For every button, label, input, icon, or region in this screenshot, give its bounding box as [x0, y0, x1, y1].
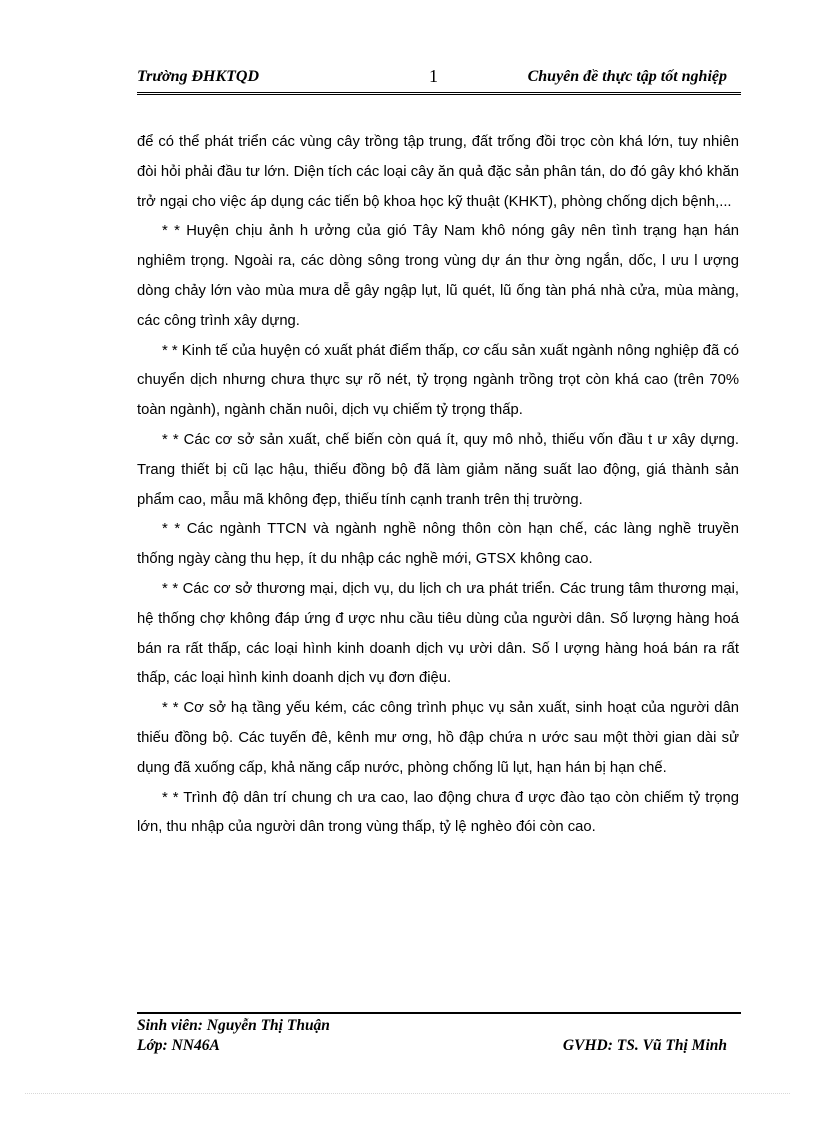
paragraph-bullet: * * Kinh tế của huyện có xuất phát điểm thấp, cơ cấu sản xuất ngành nông nghiệp đã có chuyển dịch nhưng chưa thực sự rõ nét, tỷ trọng ngành trồng trọt còn khá cao (trên 70% toàn ngành), ngành chăn nuôi, dịch vụ chiếm tỷ trọng thấp. — [137, 342, 739, 419]
header-school: Trường ĐHKTQD — [137, 68, 260, 85]
footer-class: Lớp: NN46A — [137, 1037, 220, 1054]
paragraph-bullet: * * Các ngành TTCN và ngành nghề nông thôn còn hạn chế, các làng nghề truyền thống ngày càng thu hẹp, ít du nhập các nghề mới, GTSX không cao. — [137, 521, 739, 568]
paragraph-bullet: * * Cơ sở hạ tầng yếu kém, các công trình phục vụ sản xuất, sinh hoạt của người dân thiếu đồng bộ. Các tuyến đê, kênh mư ơng, hồ đập chứa n ước sau một thời gian dài sử dụng đã xuống cấp, khả năng cấp nước, phòng chống lũ lụt, hạn hán bị hạn chế. — [137, 700, 739, 776]
page-bottom-divider — [25, 1093, 790, 1094]
page-footer — [137, 1012, 741, 1054]
paragraph-bullet: * * Các cơ sở sản xuất, chế biến còn quá ít, quy mô nhỏ, thiếu vốn đầu t ư xây dựng. Trang thiết bị cũ lạc hậu, thiếu đồng bộ đã làm giảm năng suất lao động, giá thành sản phẩm cao, mẫu mã không đẹp, thiếu tính cạnh tranh trên thị trường. — [137, 431, 739, 508]
header-title: Chuyên đề thực tập tốt nghiệp — [527, 68, 727, 85]
paragraph-bullet: * * Huyện chịu ảnh h ưởng của gió Tây Nam khô nóng gây nên tình trạng hạn hán nghiêm trọng. Ngoài ra, các dòng sông trong vùng dự án thư ờng ngắn, dốc, l ưu l ượng dòng chảy lớn vào mùa mưa dễ gây ngập lụt, lũ quét, lũ ống tàn phá nhà cửa, mùa màng, các công trình xây dựng. — [137, 223, 739, 329]
page-number: 1 — [429, 66, 438, 86]
footer-advisor: GVHD: TS. Vũ Thị Minh — [562, 1037, 727, 1054]
paragraph-bullet: * * Các cơ sở thương mại, dịch vụ, du lịch ch ưa phát triển. Các trung tâm thương mại, hệ thống chợ không đáp ứng đ ược nhu cầu tiêu dùng của người dân. Số lượng hàng hoá bán ra rất thấp, các loại hình kinh doanh dịch vụ ười dân. Số l ượng hàng hoá bán ra rất thấp, các loại hình kinh doanh dịch vụ đơn điệu. — [137, 580, 739, 687]
footer-student: Sinh viên: Nguyễn Thị Thuận — [137, 1017, 330, 1034]
page-header — [137, 66, 741, 95]
document-body — [137, 128, 739, 843]
paragraph-continuation: để có thể phát triển các vùng cây trồng tập trung, đất trống đồi trọc còn khá lớn, tuy nhiên đòi hỏi phải đầu tư lớn. Diện tích các loại cây ăn quả đặc sản phân tán, do đó gây khó khăn trở ngại cho việc áp dụng các tiến bộ khoa học kỹ thuật (KHKT), phòng chống dịch bệnh,... — [137, 134, 739, 210]
paragraph-bullet: * * Trình độ dân trí chung ch ưa cao, lao động chưa đ ược đào tạo còn chiếm tỷ trọng lớn, thu nhập của người dân trong vùng thấp, tỷ lệ nghèo đói còn cao. — [137, 789, 739, 836]
